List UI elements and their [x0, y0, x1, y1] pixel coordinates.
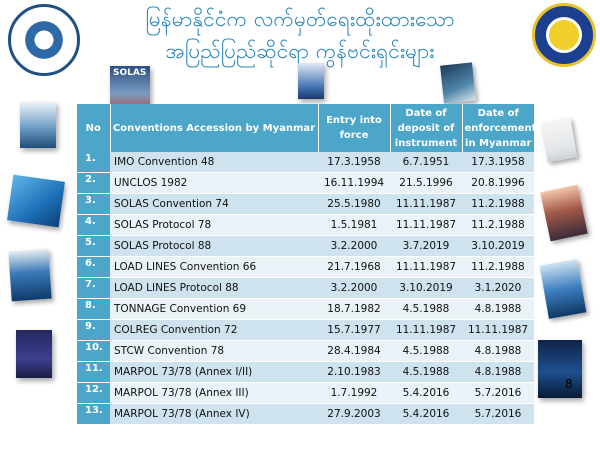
convention-name: IMO Convention 48: [110, 152, 318, 173]
book-cover-image-left-4: [16, 330, 52, 378]
book-cover-image-right-4: [538, 340, 582, 398]
row-number: 9.: [77, 320, 110, 341]
row-number: 4.: [77, 215, 110, 236]
date-of-deposit: 3.10.2019: [390, 278, 462, 299]
conventions-table: [77, 104, 537, 425]
ministry-transport-logo: [532, 3, 596, 67]
row-number: 6.: [77, 257, 110, 278]
table-row: [77, 152, 534, 173]
date-of-deposit: 5.4.2016: [390, 383, 462, 404]
page-title-line-2: အပြည်ပြည်ဆိုင်ရာ ကွန်ဗင်းရှင်းများ: [165, 39, 435, 63]
entry-into-force: 1.5.1981: [318, 215, 390, 236]
entry-into-force: 1.7.1992: [318, 383, 390, 404]
header-date-of-deposit: Date of deposit of instrument: [390, 104, 462, 152]
convention-name: MARPOL 73/78 (Annex III): [110, 383, 318, 404]
date-of-deposit: 5.4.2016: [390, 404, 462, 425]
date-of-enforcement: 4.8.1988: [462, 299, 534, 320]
book-cover-image-top-right: [440, 62, 476, 103]
table-row: [77, 404, 534, 425]
convention-name: LOAD LINES Protocol 88: [110, 278, 318, 299]
date-of-deposit: 4.5.1988: [390, 341, 462, 362]
date-of-deposit: 11.11.1987: [390, 194, 462, 215]
date-of-deposit: 11.11.1987: [390, 257, 462, 278]
row-number: 13.: [77, 404, 110, 425]
entry-into-force: 3.2.2000: [318, 278, 390, 299]
convention-name: STCW Convention 78: [110, 341, 318, 362]
entry-into-force: 17.3.1958: [318, 152, 390, 173]
row-number: 2.: [77, 173, 110, 194]
date-of-deposit: 4.5.1988: [390, 299, 462, 320]
book-cover-image-right-2: [540, 185, 588, 242]
date-of-deposit: 11.11.1987: [390, 320, 462, 341]
table-row: [77, 320, 534, 341]
book-cover-image-top-center: [298, 63, 324, 99]
date-of-deposit: 21.5.1996: [390, 173, 462, 194]
header-no: No: [77, 104, 110, 152]
entry-into-force: 28.4.1984: [318, 341, 390, 362]
convention-name: TONNAGE Convention 69: [110, 299, 318, 320]
date-of-enforcement: 5.7.2016: [462, 383, 534, 404]
table-header-row: [77, 104, 534, 152]
row-number: 3.: [77, 194, 110, 215]
entry-into-force: 27.9.2003: [318, 404, 390, 425]
date-of-enforcement: 20.8.1996: [462, 173, 534, 194]
department-marine-administration-logo: [8, 4, 80, 76]
date-of-enforcement: 11.11.1987: [462, 320, 534, 341]
table-row: [77, 299, 534, 320]
date-of-enforcement: 4.8.1988: [462, 341, 534, 362]
table-row: [77, 341, 534, 362]
entry-into-force: 16.11.1994: [318, 173, 390, 194]
row-number: 12.: [77, 383, 110, 404]
table-row: [77, 383, 534, 404]
table-row: [77, 194, 534, 215]
row-number: 1.: [77, 152, 110, 173]
date-of-deposit: 4.5.1988: [390, 362, 462, 383]
stcw-book-cover-image: [541, 118, 577, 163]
book-cover-image-left-3: [8, 249, 51, 302]
convention-name: COLREG Convention 72: [110, 320, 318, 341]
table-row: [77, 215, 534, 236]
book-cover-image-right-3: [540, 259, 587, 319]
date-of-deposit: 11.11.1987: [390, 215, 462, 236]
convention-name: LOAD LINES Convention 66: [110, 257, 318, 278]
date-of-enforcement: 3.10.2019: [462, 236, 534, 257]
table-row: [77, 236, 534, 257]
entry-into-force: 3.2.2000: [318, 236, 390, 257]
header-convention: Conventions Accession by Myanmar: [110, 104, 318, 152]
date-of-enforcement: 3.1.2020: [462, 278, 534, 299]
row-number: 10.: [77, 341, 110, 362]
convention-name: SOLAS Protocol 88: [110, 236, 318, 257]
date-of-enforcement: 17.3.1958: [462, 152, 534, 173]
date-of-enforcement: 11.2.1988: [462, 215, 534, 236]
entry-into-force: 25.5.1980: [318, 194, 390, 215]
table-row: [77, 173, 534, 194]
date-of-enforcement: 5.7.2016: [462, 404, 534, 425]
date-of-enforcement: 11.2.1988: [462, 194, 534, 215]
convention-name: MARPOL 73/78 (Annex IV): [110, 404, 318, 425]
header-date-of-enforcement: Date of enforcement in Myanmar: [462, 104, 534, 152]
row-number: 7.: [77, 278, 110, 299]
date-of-enforcement: 11.2.1988: [462, 257, 534, 278]
page-number: 8: [565, 377, 573, 391]
convention-name: MARPOL 73/78 (Annex I/II): [110, 362, 318, 383]
row-number: 8.: [77, 299, 110, 320]
entry-into-force: 21.7.1968: [318, 257, 390, 278]
table-row: [77, 362, 534, 383]
row-number: 11.: [77, 362, 110, 383]
header-entry-into-force: Entry into force: [318, 104, 390, 152]
table-row: [77, 278, 534, 299]
row-number: 5.: [77, 236, 110, 257]
entry-into-force: 18.7.1982: [318, 299, 390, 320]
date-of-deposit: 6.7.1951: [390, 152, 462, 173]
entry-into-force: 15.7.1977: [318, 320, 390, 341]
convention-name: SOLAS Protocol 78: [110, 215, 318, 236]
page-title-line-1: မြန်မာနိုင်ငံက လက်မှတ်ရေးထိုးထားသော: [145, 7, 455, 31]
book-cover-image-left-1: [20, 102, 56, 148]
date-of-enforcement: 4.8.1988: [462, 362, 534, 383]
entry-into-force: 2.10.1983: [318, 362, 390, 383]
convention-name: SOLAS Convention 74: [110, 194, 318, 215]
solas-cover-text: SOLAS: [113, 68, 147, 78]
table-row: [77, 257, 534, 278]
convention-name: UNCLOS 1982: [110, 173, 318, 194]
book-cover-image-left-2: [7, 175, 65, 228]
date-of-deposit: 3.7.2019: [390, 236, 462, 257]
